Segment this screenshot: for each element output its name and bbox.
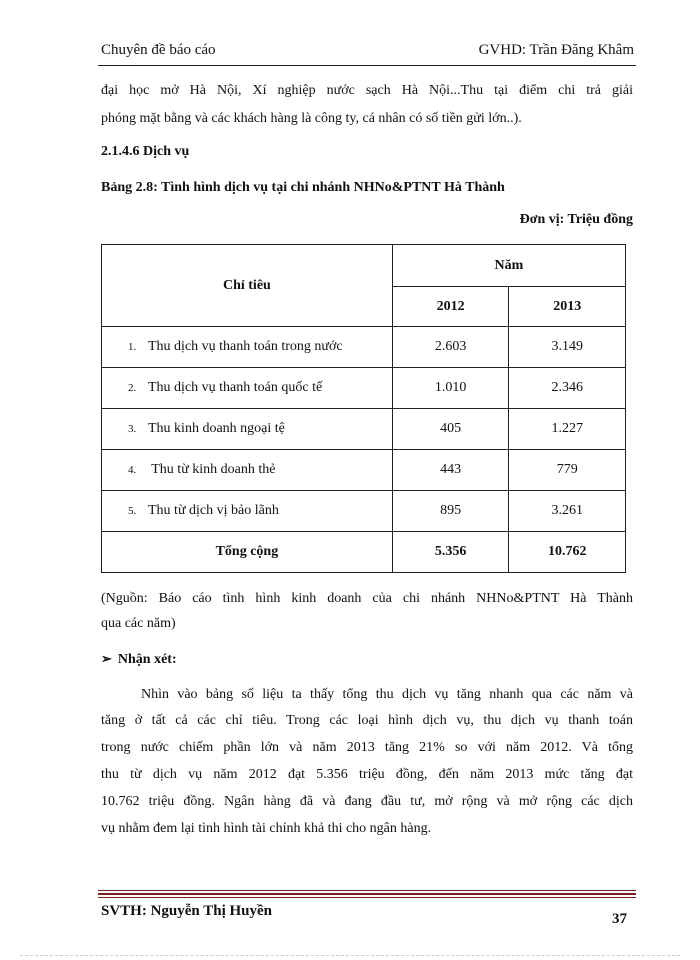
cell-2012: 2.603 [392, 327, 509, 368]
total-2012: 5.356 [392, 532, 509, 573]
remark-heading [101, 645, 633, 674]
arrow-bullet-icon: ➢ [101, 651, 112, 666]
table-row [102, 409, 626, 450]
row-index: 1. [128, 341, 137, 353]
cell-2013: 3.149 [509, 327, 626, 368]
body-line-2: tăng ở tất cả các chỉ tiêu. Trong các loại hình dịch vụ, thu dịch vụ thanh toán [101, 713, 633, 728]
cell-2012: 1.010 [392, 368, 509, 409]
row-label [102, 409, 393, 450]
footer-divider-top [98, 890, 636, 891]
table-caption: Bảng 2.8: Tình hình dịch vụ tại chi nhánh NHNo&PTNT Hà Thành [101, 180, 505, 195]
col-header-2012: 2012 [392, 287, 509, 327]
page-header [101, 42, 634, 64]
body-line-3: trong nước chiếm phần lớn và năm 2013 tăng 21% so với năm 2012. Và tổng [101, 740, 633, 755]
table-row [102, 450, 626, 491]
section-heading: 2.1.4.6 Dịch vụ [101, 144, 190, 159]
cell-2012: 895 [392, 491, 509, 532]
header-divider [98, 65, 636, 66]
row-label-text: Thu dịch vụ thanh toán trong nước [148, 339, 343, 354]
body-line-6: vụ nhằm đem lại tình hình tài chính khả thi cho ngân hàng. [101, 821, 432, 836]
body-line-5: 10.762 triệu đồng. Ngân hàng đã và đang đầu tư, mở rộng và mở rộng các dịch [101, 794, 633, 809]
row-label-text: Thu từ kinh doanh thẻ [148, 462, 276, 477]
footer-divider-thick [98, 893, 636, 895]
table-row [102, 491, 626, 532]
col-header-year-group: Năm [392, 245, 625, 287]
row-label-text: Thu kinh doanh ngoại tệ [148, 421, 285, 436]
footer-author: SVTH: Nguyễn Thị Huyền [101, 903, 273, 919]
source-line-2: qua các năm) [101, 616, 176, 631]
cell-2013: 2.346 [509, 368, 626, 409]
intro-line-1: đại học mở Hà Nội, Xí nghiệp nước sạch Hà Nội...Thu tại điểm chi trả giải [101, 83, 633, 98]
services-table [101, 244, 626, 573]
page-number: 37 [612, 911, 627, 927]
row-index: 3. [128, 423, 137, 435]
header-right: GVHD: Trần Đăng Khâm [478, 42, 634, 58]
body-line-4: thu từ dịch vụ năm 2012 đạt 5.356 triệu đồng, đến năm 2013 mức tăng đạt [101, 767, 633, 782]
cell-2013: 779 [509, 450, 626, 491]
cell-2012: 405 [392, 409, 509, 450]
col-header-indicator: Chỉ tiêu [102, 245, 393, 327]
intro-line-2: phóng mặt bằng và các khách hàng là công ty, cá nhân có số tiền gửi lớn..). [101, 111, 522, 126]
page-edge-dash [20, 955, 680, 956]
col-header-2013: 2013 [509, 287, 626, 327]
unit-label: Đơn vị: Triệu đồng [519, 212, 633, 227]
row-label [102, 368, 393, 409]
table-total-row [102, 532, 626, 573]
total-2013: 10.762 [509, 532, 626, 573]
row-label [102, 491, 393, 532]
cell-2013: 1.227 [509, 409, 626, 450]
header-left: Chuyên đề báo cáo [101, 42, 216, 58]
row-label [102, 327, 393, 368]
row-label-text: Thu từ dịch vị bảo lãnh [148, 503, 279, 518]
cell-2013: 3.261 [509, 491, 626, 532]
row-index: 2. [128, 382, 137, 394]
body-line-1: Nhìn vào bảng số liệu ta thấy tổng thu dịch vụ tăng nhanh qua các năm và [141, 687, 633, 702]
table-header-row [102, 245, 626, 287]
row-index: 4. [128, 464, 137, 476]
table-row [102, 368, 626, 409]
table-row [102, 327, 626, 368]
row-label-text: Thu dịch vụ thanh toán quốc tế [148, 380, 323, 395]
footer-divider-bottom [98, 897, 636, 898]
cell-2012: 443 [392, 450, 509, 491]
source-line-1: (Nguồn: Báo cáo tình hình kinh doanh của chi nhánh NHNo&PTNT Hà Thành [101, 591, 633, 606]
row-label [102, 450, 393, 491]
row-index: 5. [128, 505, 137, 517]
total-label: Tổng cộng [102, 532, 393, 573]
remark-heading-text: Nhận xét: [117, 652, 177, 667]
